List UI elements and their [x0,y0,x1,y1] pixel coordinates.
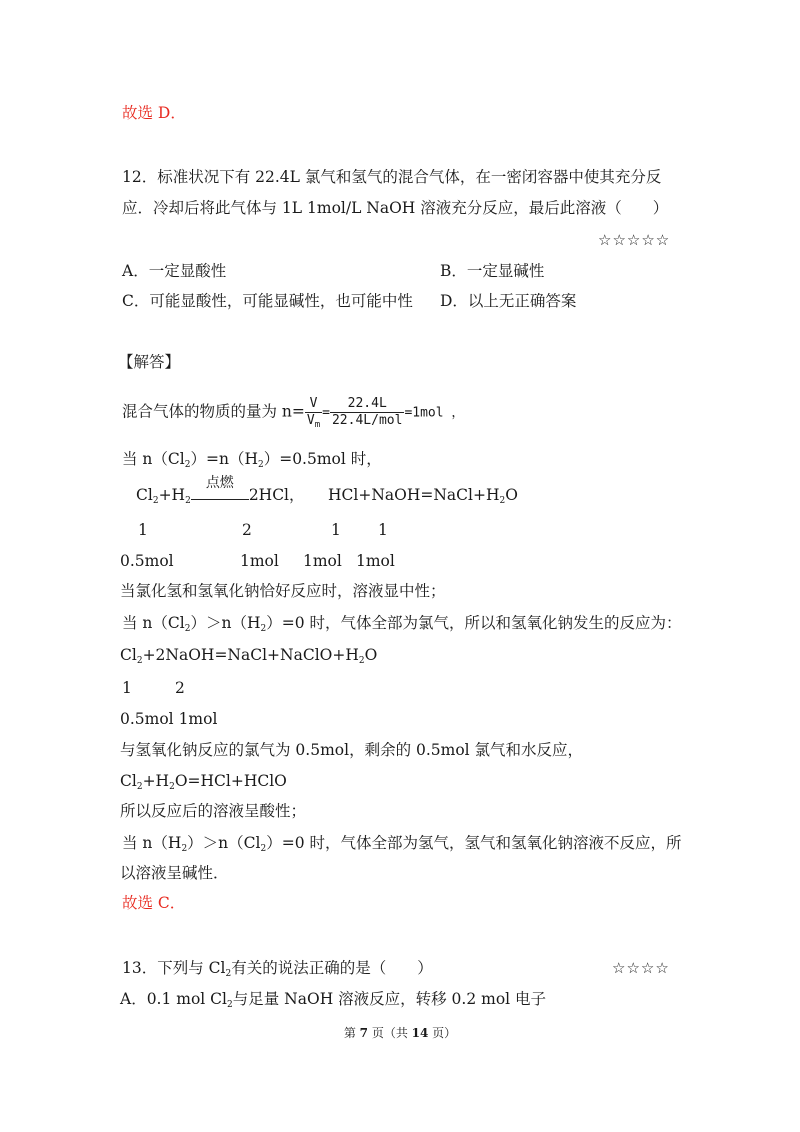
fraction-22-4 [330,396,404,429]
acidic-text: 所以反应后的溶液呈酸性； [120,802,307,820]
page-number: 7 [359,1026,368,1040]
coefficient: 1 [378,521,388,539]
q12-option-b: B．一定显碱性 [440,262,545,280]
mol-value: 0.5mol [120,552,174,570]
coefficient: 1 [331,521,341,539]
mol-row-2: 0.5mol 1mol [120,710,218,728]
reaction-arrow [191,475,249,500]
total-pages: 14 [411,1026,429,1040]
prev-answer: 故选 D． [122,104,186,122]
equation-cl2-h2o: $Cl_2+H_2O=HCl+HClO$ [120,772,287,792]
fraction-denominator: 22.4L/mol [331,413,403,428]
q12-option-c: C．可能显酸性，可能显碱性，也可能中性 [122,292,413,310]
case-h2-excess: 当 $n(H_2)>n(Cl_2)=0$ 时，气体全部为氢气，氢气和氢氧化钠溶液不反应，所 [122,834,682,854]
equation-cl2-naoh: $Cl_2+2NaOH=NaCl+NaClO+H_2O$ [120,646,378,666]
fraction-v-over-vm [305,396,322,429]
reaction-condition: 点燃 [205,475,234,491]
mol-value: 1mol [356,552,395,570]
coefficient: 2 [242,521,252,539]
fraction-denominator: $V_m$ [306,413,321,430]
mol-value: 1mol [240,552,279,570]
answer-c: 故选 C． [122,894,186,912]
coefficient: 2 [175,679,185,697]
coefficient: 1 [122,679,132,697]
mole-formula: 混合气体的物质的量为 n= $\frac{V}{V_m}$ = $\frac{22.4L}{\text{22.4L/mol}}$ =1mol ， [122,396,465,430]
fraction-numerator: 22.4L [330,396,404,413]
mol-value: 1mol [303,552,342,570]
remain-text: 与氢氧化钠反应的氯气为 0.5mol，剩余的 0.5mol 氯气和水反应， [120,741,584,759]
case-equal: 当 $n(Cl_2)=n(H_2)=0.5mol$ 时， [122,450,382,470]
q13-option-a: A．0.1 mol $Cl_2$与足量 NaOH 溶液反应，转移 0.2 mol 电子 [120,990,547,1010]
solution-header: 【解答】 [118,353,181,371]
q13-stem: 13．下列与 $Cl_2$有关的说法正确的是（ ） [122,959,433,979]
neutral-text: 当氯化氢和氢氧化钠恰好反应时，溶液显中性； [120,582,446,600]
equation-h2-cl2: $Cl_2+H_2$ 点燃 2HCl， [136,475,305,506]
q13-stars: ☆☆☆☆ [612,959,670,977]
case-cl2-excess: 当 $n(Cl_2)>n(H_2)=0$ 时，气体全部为氯气，所以和氢氧化钠发生的反应为： [122,614,682,634]
mole-formula-result: =1mol ， [404,405,465,421]
q12-stem-line1: 12．标准状况下有 22.4L 氯气和氢气的混合气体，在一密闭容器中使其充分反 [122,168,662,186]
basic-text: 以溶液呈碱性． [120,864,229,882]
q12-stars: ☆☆☆☆☆ [598,231,671,249]
fraction-numerator: V [305,396,322,413]
coefficient: 1 [138,521,148,539]
page-footer: 第 7 页（共 14 页） [343,1026,457,1040]
mole-formula-prefix: 混合气体的物质的量为 n= [122,402,305,421]
q12-option-a: A．一定显酸性 [122,262,227,280]
equation-hcl-naoh: $HCl+NaOH=NaCl+H_2O$ [328,486,518,506]
q12-stem-line2: 应．冷却后将此气体与 1L 1mol/L NaOH 溶液充分反应，最后此溶液（ ） [122,199,669,217]
q12-option-d: D．以上无正确答案 [440,292,577,310]
